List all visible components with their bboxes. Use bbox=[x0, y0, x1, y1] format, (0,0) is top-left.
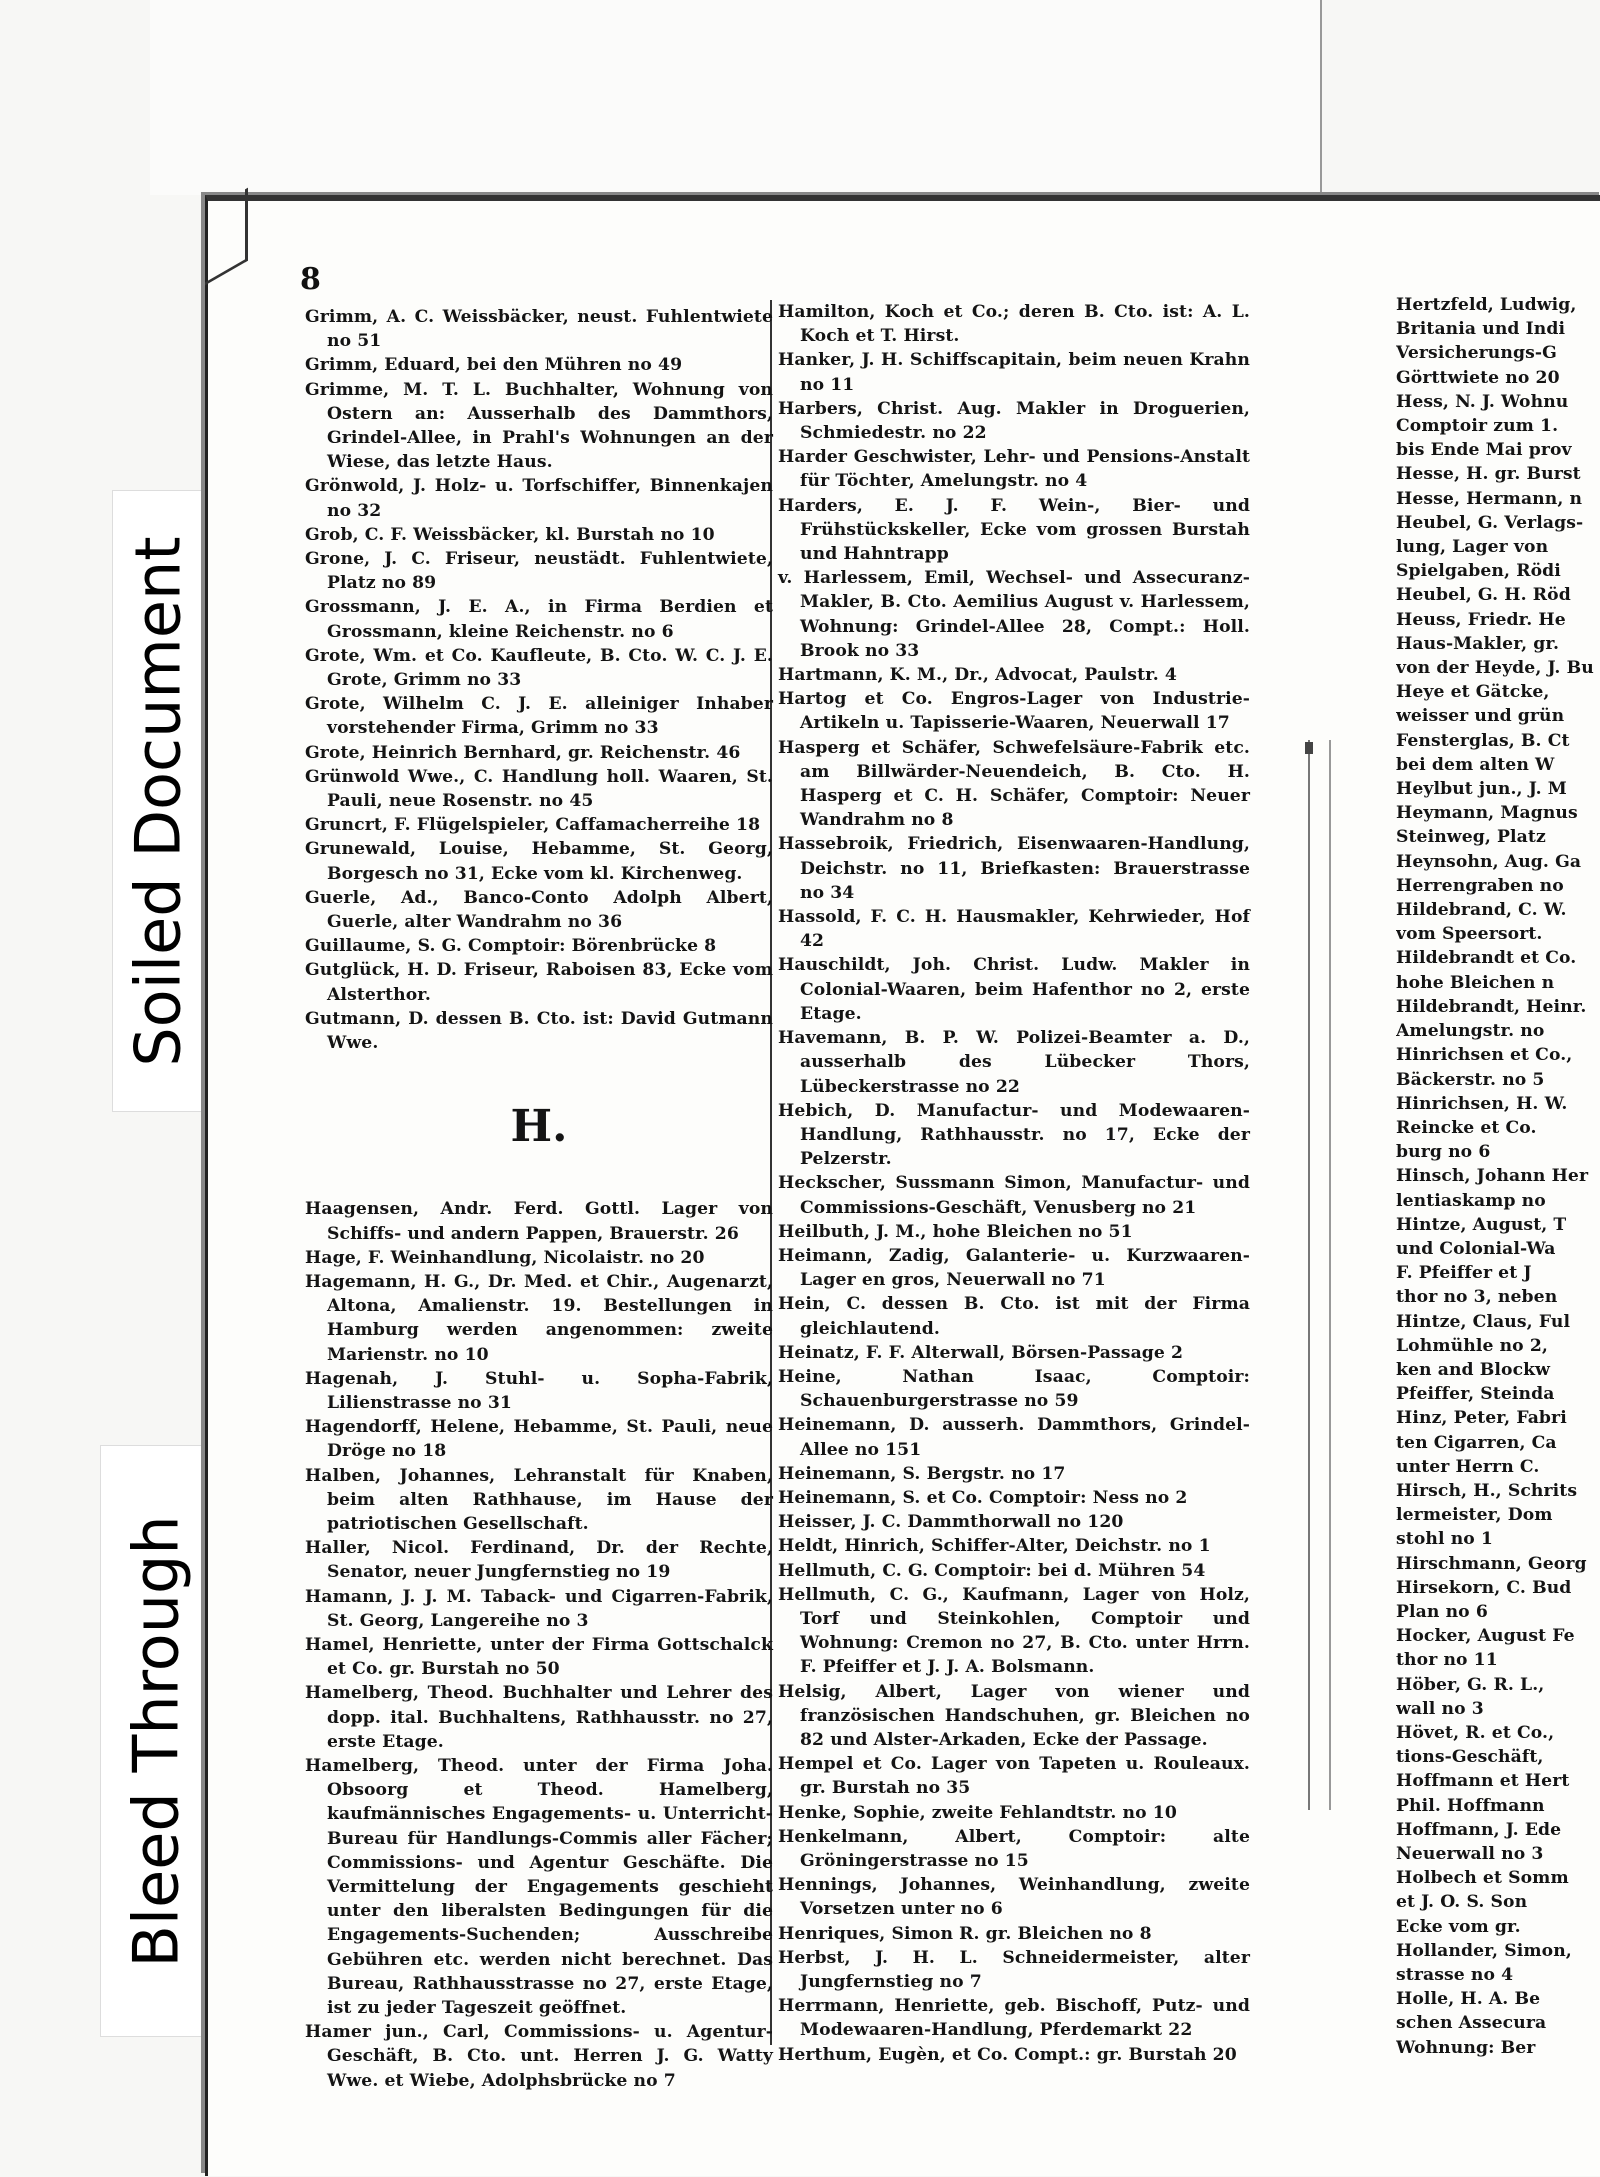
directory-entry: thor no 3, neben bbox=[1396, 1287, 1558, 1308]
directory-entry: Reincke et Co. bbox=[1396, 1117, 1537, 1138]
directory-entry: Herrengraben no bbox=[1396, 875, 1564, 896]
directory-entry: et J. O. S. Son bbox=[1396, 1892, 1528, 1913]
directory-entry: Heylbut jun., J. M bbox=[1396, 779, 1567, 800]
directory-entry: Harder Geschwister, Lehr- und Pensions-Anstalt für Töchter, Amelungstr. no 4 bbox=[778, 447, 1250, 492]
directory-entry: Hempel et Co. Lager von Tapeten u. Rouleaux. gr. Burstah no 35 bbox=[778, 1754, 1250, 1799]
page-number: 8 bbox=[300, 262, 321, 297]
directory-entry: Heisser, J. C. Dammthorwall no 120 bbox=[778, 1512, 1124, 1533]
directory-entry: Hein, C. dessen B. Cto. ist mit der Firma gleichlautend. bbox=[778, 1294, 1250, 1339]
bleed-through-line bbox=[1308, 740, 1310, 1810]
directory-entry: Henriques, Simon R. gr. Bleichen no 8 bbox=[778, 1923, 1152, 1944]
directory-entry: Hasperg et Schäfer, Schwefelsäure-Fabrik etc. am Billwärder-Neuendeich, B. Cto. H. Hasperg et C. H. Schäfer, Comptoir: Neuer Wandrahm no 8 bbox=[778, 737, 1250, 831]
directory-entry: schen Assecura bbox=[1396, 2013, 1547, 2034]
directory-entry: Heubel, G. Verlags- bbox=[1396, 512, 1584, 533]
directory-entry: Gruncrt, F. Flügelspieler, Caffamacherreihe 18 bbox=[305, 815, 761, 836]
directory-entry: Hamelberg, Theod. unter der Firma Joha. Obsoorg et Theod. Hamelberg, kaufmännisches Engagements- u. Unterricht-Bureau für Handlungs-Commis aller Fächer; Commissions- und Agentur Geschäfte. Die Vermittelung der Engagements geschieht unter den liberalsten Bedingungen für die Engagements-Suchenden; Ausschreibe Gebühren etc. werden nicht berechnet. Das Bureau, Rathhausstrasse no 27, erste Etage, ist zu jeder Tageszeit geöffnet. bbox=[305, 1755, 773, 2018]
directory-entry: Hinsch, Johann Her bbox=[1396, 1166, 1589, 1187]
directory-entry: lentiaskamp no bbox=[1396, 1190, 1546, 1211]
directory-entry: wall no 3 bbox=[1396, 1698, 1484, 1719]
directory-entry: Harders, E. J. F. Wein-, Bier- und Frühstückskeller, Ecke vom grossen Burstah und Hahntrapp bbox=[778, 495, 1250, 565]
soiled-document-label bbox=[112, 490, 204, 1112]
directory-entry: Hanker, J. H. Schiffscapitain, beim neuen Krahn no 11 bbox=[778, 350, 1250, 395]
directory-entry: Comptoir zum 1. bbox=[1396, 416, 1559, 437]
directory-entry: Haus-Makler, gr. bbox=[1396, 633, 1560, 654]
directory-entry: Bäckerstr. no 5 bbox=[1396, 1069, 1545, 1090]
directory-entry: Grimm, Eduard, bei den Mühren no 49 bbox=[305, 355, 683, 376]
directory-entry: Holbech et Somm bbox=[1396, 1868, 1569, 1889]
directory-entry: Heinemann, S. Bergstr. no 17 bbox=[778, 1463, 1066, 1484]
directory-entry: F. Pfeiffer et J bbox=[1396, 1263, 1532, 1284]
directory-entry: Grunewald, Louise, Hebamme, St. Georg, Borgesch no 31, Ecke vom kl. Kirchenweg. bbox=[305, 839, 773, 884]
directory-entry: Henke, Sophie, zweite Fehlandtstr. no 10 bbox=[778, 1802, 1177, 1823]
directory-entry: Hirsch, H., Schrits bbox=[1396, 1480, 1578, 1501]
directory-entry: Hamann, J. J. M. Taback- und Cigarren-Fabrik, St. Georg, Langereihe no 3 bbox=[305, 1586, 773, 1631]
directory-entry: Hebich, D. Manufactur- und Modewaaren-Handlung, Rathhausstr. no 17, Ecke der Pelzerstr. bbox=[778, 1100, 1250, 1170]
column-3-entries bbox=[1396, 293, 1600, 2060]
directory-entry: vom Speersort. bbox=[1396, 924, 1543, 945]
directory-entry: Grönwold, J. Holz- u. Torfschiffer, Binnenkajen no 32 bbox=[305, 476, 773, 521]
directory-entry: Hamer jun., Carl, Commissions- u. Agentur-Geschäft, B. Cto. unt. Herren J. G. Watty Wwe. et Wiebe, Adolphsbrücke no 7 bbox=[305, 2022, 773, 2091]
directory-entry: Heilbuth, J. M., hohe Bleichen no 51 bbox=[778, 1221, 1133, 1242]
directory-entry: Phil. Hoffmann bbox=[1396, 1795, 1545, 1816]
directory-entry: und Colonial-Wa bbox=[1396, 1238, 1556, 1259]
bleed-through-text: Bleed Through bbox=[119, 1514, 193, 1968]
directory-entry: Hamelberg, Theod. Buchhalter und Lehrer des dopp. ital. Buchhaltens, Rathhausstr. no 27, erste Etage. bbox=[305, 1683, 773, 1752]
directory-entry: Hess, N. J. Wohnu bbox=[1396, 391, 1569, 412]
directory-entry: Hinrichsen, H. W. bbox=[1396, 1093, 1568, 1114]
directory-entry: Hesse, H. gr. Burst bbox=[1396, 464, 1581, 485]
directory-entry: Hertzfeld, Ludwig, bbox=[1396, 295, 1577, 315]
directory-entry: Heinatz, F. F. Alterwall, Börsen-Passage 2 bbox=[778, 1342, 1184, 1363]
column-2-entries bbox=[778, 300, 1250, 2067]
directory-entry: Hoffmann et Hert bbox=[1396, 1771, 1570, 1792]
directory-entry: Hirsekorn, C. Bud bbox=[1396, 1577, 1572, 1598]
directory-entry: unter Herrn C. bbox=[1396, 1456, 1540, 1477]
directory-entry: Pfeiffer, Steinda bbox=[1396, 1384, 1555, 1405]
directory-entry: Hartmann, K. M., Dr., Advocat, Paulstr. 4 bbox=[778, 665, 1177, 686]
directory-entry: Herrmann, Henriette, geb. Bischoff, Putz- und Modewaaren-Handlung, Pferdemarkt 22 bbox=[778, 1996, 1250, 2041]
directory-entry: Heubel, G. H. Röd bbox=[1396, 585, 1571, 606]
directory-entry: Hintze, August, T bbox=[1396, 1214, 1567, 1235]
directory-entry: bis Ende Mai prov bbox=[1396, 440, 1572, 461]
directory-entry: Britania und Indi bbox=[1396, 319, 1566, 340]
directory-entry: Grimm, A. C. Weissbäcker, neust. Fuhlentwiete no 51 bbox=[305, 307, 773, 352]
directory-entry: Hellmuth, C. G. Comptoir: bei d. Mühren 54 bbox=[778, 1560, 1206, 1581]
directory-entry: Heuss, Friedr. He bbox=[1396, 609, 1566, 630]
directory-entry: Heine, Nathan Isaac, Comptoir: Schauenburgerstrasse no 59 bbox=[778, 1366, 1250, 1412]
directory-entry: Grote, Wm. et Co. Kaufleute, B. Cto. W. C. J. E. Grote, Grimm no 33 bbox=[305, 645, 773, 691]
directory-entry: Hoffmann, J. Ede bbox=[1396, 1819, 1562, 1840]
directory-entry: Helsig, Albert, Lager von wiener und französischen Handschuhen, gr. Bleichen no 82 und Alster-Arkaden, Ecke der Passage. bbox=[778, 1681, 1250, 1750]
directory-entry: Steinweg, Platz bbox=[1396, 827, 1546, 848]
directory-entry: Hagemann, H. G., Dr. Med. et Chir., Augenarzt, Altona, Amalienstr. 19. Bestellungen in Hamburg werden angenommen: zweite Marienstr. no 10 bbox=[305, 1271, 773, 1365]
directory-entry: Heynsohn, Aug. Ga bbox=[1396, 851, 1582, 872]
directory-entry: Hesse, Hermann, n bbox=[1396, 488, 1583, 509]
directory-entry: Hellmuth, C. G., Kaufmann, Lager von Holz, Torf und Steinkohlen, Comptoir und Wohnung: Cremon no 27, B. Cto. unter Hrrn. F. Pfeiffer et J. J. A. Bolsmann. bbox=[778, 1584, 1250, 1678]
directory-entry: Haagensen, Andr. Ferd. Gottl. Lager von Schiffs- und andern Pappen, Brauerstr. 26 bbox=[305, 1199, 773, 1244]
directory-entry: burg no 6 bbox=[1396, 1142, 1491, 1163]
column-3-cropped bbox=[1396, 293, 1600, 2060]
directory-entry: Hinz, Peter, Fabri bbox=[1396, 1408, 1567, 1429]
directory-entry: Hennings, Johannes, Weinhandlung, zweite Vorsetzen unter no 6 bbox=[778, 1875, 1250, 1920]
directory-entry: Hassold, F. C. H. Hausmakler, Kehrwieder, Hof 42 bbox=[778, 907, 1250, 952]
directory-entry: Hartog et Co. Engros-Lager von Industrie-Artikeln u. Tapisserie-Waaren, Neuerwall 17 bbox=[778, 689, 1250, 734]
directory-entry: lermeister, Dom bbox=[1396, 1505, 1553, 1526]
directory-entry: Hollander, Simon, bbox=[1396, 1940, 1572, 1961]
directory-entry: Ecke vom gr. bbox=[1396, 1916, 1521, 1937]
directory-entry: Harbers, Christ. Aug. Makler in Droguerien, Schmiedestr. no 22 bbox=[778, 398, 1250, 444]
bleed-through-line-faint bbox=[1329, 740, 1331, 1810]
directory-entry: Guillaume, S. G. Comptoir: Börenbrücke 8 bbox=[305, 936, 717, 957]
soiled-document-text: Soiled Document bbox=[121, 535, 195, 1067]
directory-entry: tions-Geschäft, bbox=[1396, 1747, 1544, 1768]
directory-entry: Hildebrandt, Heinr. bbox=[1396, 996, 1587, 1017]
directory-entry: lung, Lager von bbox=[1396, 537, 1549, 558]
directory-entry: Heckscher, Sussmann Simon, Manufactur- und Commissions-Geschäft, Venusberg no 21 bbox=[778, 1173, 1250, 1218]
directory-entry: Heimann, Zadig, Galanterie- u. Kurzwaaren-Lager en gros, Neuerwall no 71 bbox=[778, 1245, 1250, 1291]
directory-entry: Versicherungs-G bbox=[1396, 343, 1557, 364]
directory-entry: Heinemann, S. et Co. Comptoir: Ness no 2 bbox=[778, 1487, 1188, 1508]
previous-page-edge bbox=[150, 0, 1322, 195]
directory-entry: Grob, C. F. Weissbäcker, kl. Burstah no 10 bbox=[305, 524, 715, 545]
directory-entry: Heinemann, D. ausserh. Dammthors, Grindel-Allee no 151 bbox=[778, 1415, 1250, 1460]
directory-entry: Görttwiete no 20 bbox=[1396, 367, 1560, 388]
directory-entry: Neuerwall no 3 bbox=[1396, 1844, 1544, 1864]
column-2 bbox=[778, 300, 1250, 2067]
directory-entry: Gutmann, D. dessen B. Cto. ist: David Gutmann Wwe. bbox=[305, 1008, 773, 1054]
directory-entry: Gutglück, H. D. Friseur, Raboisen 83, Ecke vom Alsterthor. bbox=[305, 960, 773, 1005]
ink-mark bbox=[1305, 742, 1313, 754]
directory-entry: Heldt, Hinrich, Schiffer-Alter, Deichstr. no 1 bbox=[778, 1536, 1211, 1557]
directory-entry: Lohmühle no 2, bbox=[1396, 1335, 1548, 1356]
directory-entry: Hamel, Henriette, unter der Firma Gottschalck et Co. gr. Burstah no 50 bbox=[305, 1634, 773, 1680]
directory-entry: Grone, J. C. Friseur, neustädt. Fuhlentwiete, Platz no 89 bbox=[305, 549, 773, 594]
directory-entry: Amelungstr. no bbox=[1396, 1021, 1545, 1042]
directory-entry: hohe Bleichen n bbox=[1396, 972, 1555, 993]
directory-entry: ken and Blockw bbox=[1396, 1359, 1551, 1380]
directory-entry: Hinrichsen et Co., bbox=[1396, 1045, 1573, 1066]
directory-entry: Hirschmann, Georg bbox=[1396, 1553, 1587, 1574]
column-1 bbox=[305, 305, 773, 2093]
directory-entry: Hauschildt, Joh. Christ. Ludw. Makler in Colonial-Waaren, beim Hafenthor no 2, erste Etage. bbox=[778, 955, 1250, 1024]
directory-entry: bei dem alten W bbox=[1396, 754, 1555, 775]
directory-entry: Herbst, J. H. L. Schneidermeister, alter Jungfernstieg no 7 bbox=[778, 1947, 1250, 1993]
directory-entry: v. Harlessem, Emil, Wechsel- und Assecuranz-Makler, B. Cto. Aemilius August v. Harlessem, Wohnung: Grindel-Allee 28, Compt.: Holl. Brook no 33 bbox=[778, 568, 1250, 661]
directory-entry: Guerle, Ad., Banco-Conto Adolph Albert, Guerle, alter Wandrahm no 36 bbox=[305, 887, 773, 933]
directory-entry: Spielgaben, Rödi bbox=[1396, 561, 1561, 582]
letter-heading-h: H. bbox=[510, 1101, 568, 1153]
directory-entry: Grimme, M. T. L. Buchhalter, Wohnung von Ostern an: Ausserhalb des Dammthors, Grindel-Allee, in Prahl's Wohnungen an der Wiese, das letzte Haus. bbox=[305, 379, 773, 473]
directory-entry: Grünwold Wwe., C. Handlung holl. Waaren, St. Pauli, neue Rosenstr. no 45 bbox=[305, 766, 773, 812]
directory-entry: Heye et Gätcke, bbox=[1396, 682, 1550, 703]
directory-entry: Herthum, Eugèn, et Co. Compt.: gr. Burstah 20 bbox=[778, 2044, 1237, 2065]
directory-entry: Grote, Heinrich Bernhard, gr. Reichenstr. 46 bbox=[305, 742, 741, 763]
directory-entry: von der Heyde, J. Bu bbox=[1396, 658, 1594, 679]
directory-entry: Havemann, B. P. W. Polizei-Beamter a. D., ausserhalb des Lübecker Thors, Lübeckerstrasse no 22 bbox=[778, 1028, 1250, 1097]
directory-entry: Fensterglas, B. Ct bbox=[1396, 730, 1570, 751]
directory-entry: Heymann, Magnus bbox=[1396, 803, 1578, 824]
directory-entry: Hassebroik, Friedrich, Eisenwaaren-Handlung, Deichstr. no 11, Briefkasten: Brauerstrasse no 34 bbox=[778, 834, 1250, 903]
directory-entry: Hagendorff, Helene, Hebamme, St. Pauli, neue Dröge no 18 bbox=[305, 1417, 773, 1462]
directory-entry: thor no 11 bbox=[1396, 1650, 1498, 1671]
directory-entry: Haller, Nicol. Ferdinand, Dr. der Rechte, Senator, neuer Jungfernstieg no 19 bbox=[305, 1538, 773, 1583]
directory-entry: Halben, Johannes, Lehranstalt für Knaben, beim alten Rathhause, im Hause der patriotischen Gesellschaft. bbox=[305, 1465, 773, 1534]
directory-entry: strasse no 4 bbox=[1396, 1965, 1514, 1986]
directory-entry: Plan no 6 bbox=[1396, 1601, 1488, 1622]
directory-entry: Höber, G. R. L., bbox=[1396, 1674, 1545, 1695]
directory-entry: Hagenah, J. Stuhl- u. Sopha-Fabrik, Lilienstrasse no 31 bbox=[305, 1368, 773, 1413]
directory-entry: Wohnung: Ber bbox=[1396, 2037, 1536, 2058]
directory-entry: Hamilton, Koch et Co.; deren B. Cto. ist: A. L. Koch et T. Hirst. bbox=[778, 302, 1250, 347]
directory-entry: Hildebrand, C. W. bbox=[1396, 900, 1567, 921]
directory-entry: stohl no 1 bbox=[1396, 1529, 1493, 1550]
bleed-through-label bbox=[100, 1445, 212, 2037]
directory-entry: Hocker, August Fe bbox=[1396, 1626, 1575, 1647]
directory-entry: ten Cigarren, Ca bbox=[1396, 1432, 1557, 1453]
directory-entry: Grossmann, J. E. A., in Firma Berdien et Grossmann, kleine Reichenstr. no 6 bbox=[305, 597, 773, 642]
column-1-h-entries bbox=[305, 1197, 773, 2093]
column-1-g-entries bbox=[305, 305, 773, 1055]
directory-entry: Grote, Wilhelm C. J. E. alleiniger Inhaber vorstehender Firma, Grimm no 33 bbox=[305, 694, 773, 739]
directory-entry: Hövet, R. et Co., bbox=[1396, 1722, 1555, 1743]
directory-entry: Henkelmann, Albert, Comptoir: alte Gröningerstrasse no 15 bbox=[778, 1826, 1250, 1871]
directory-entry: Hildebrandt et Co. bbox=[1396, 948, 1577, 969]
directory-entry: Hintze, Claus, Ful bbox=[1396, 1311, 1571, 1332]
directory-entry: Holle, H. A. Be bbox=[1396, 1989, 1541, 2010]
directory-entry: Hage, F. Weinhandlung, Nicolaistr. no 20 bbox=[305, 1247, 705, 1268]
directory-entry: weisser und grün bbox=[1396, 706, 1565, 727]
